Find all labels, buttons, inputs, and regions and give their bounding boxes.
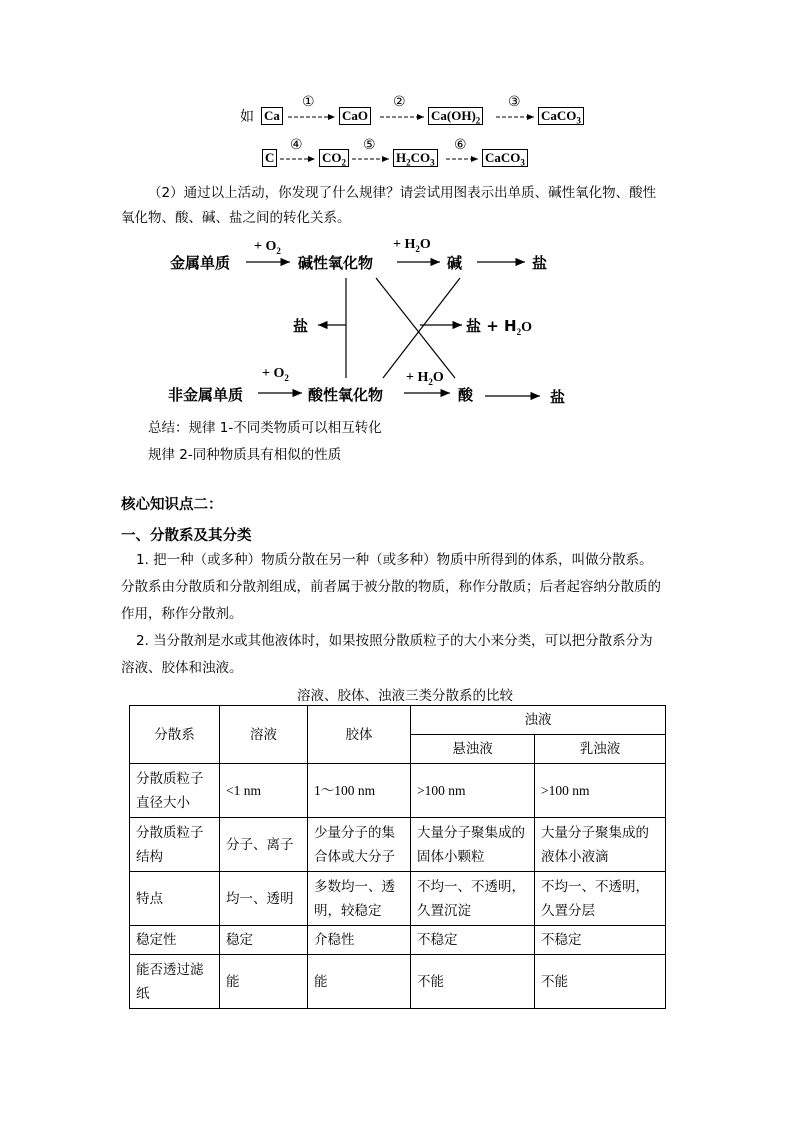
step-1-label: ① — [302, 94, 315, 110]
line-basic-oxide-to-acid — [376, 278, 455, 378]
node-acid-oxide: 酸性氧化物 — [308, 386, 384, 404]
paragraph-1-line-1: 1. 把一种（或多种）物质分散在另一种（或多种）物质中所得到的体系，叫做分散系。 — [136, 552, 653, 568]
header-colloid: 胶体 — [308, 706, 411, 764]
step-3-label: ③ — [508, 94, 521, 110]
paragraph-1-line-3: 作用，称作分散剂。 — [121, 606, 243, 622]
summary-rule-1: 总结：规律 1-不同类物质可以相互转化 — [148, 420, 382, 436]
cell-suspension: 不能 — [411, 955, 535, 1009]
compound-c: C — [262, 149, 277, 167]
comparison-table — [129, 705, 666, 1009]
compound-cao: CaO — [339, 107, 371, 125]
diagram-lines — [0, 230, 794, 410]
table-caption: 溶液、胶体、浊液三类分散系的比较 — [297, 688, 513, 704]
label-plus-h2o-top: + $H_2O$ — [393, 237, 431, 254]
compound-caco3-2: CaCO$_3$ — [482, 149, 528, 167]
step-4-label: ④ — [290, 137, 303, 153]
cell-suspension: 不稳定 — [411, 926, 535, 955]
node-nonmetal: 非金属单质 — [168, 386, 244, 404]
cell-colloid: 少量分子的集合体或大分子 — [308, 818, 411, 872]
cell-solution: 分子、离子 — [220, 818, 308, 872]
compound-caoh2: $Ca(OH)_2$ — [428, 107, 483, 125]
node-salt-bottom: 盐 — [550, 388, 566, 406]
section-heading: 核心知识点二： — [121, 497, 223, 513]
node-metal: 金属单质 — [170, 254, 231, 272]
cell-emulsion: 不均一、不透明，久置分层 — [535, 872, 666, 926]
table-row — [130, 818, 666, 872]
cell-colloid: 能 — [308, 955, 411, 1009]
header-solution: 溶液 — [220, 706, 308, 764]
table-header-row — [130, 706, 666, 735]
compound-ca: Ca — [261, 107, 283, 125]
table-row — [130, 764, 666, 818]
row-label: 分散质粒子直径大小 — [130, 764, 220, 818]
header-system: 分散系 — [130, 706, 220, 764]
header-emulsion: 乳浊液 — [535, 735, 666, 764]
table-row — [130, 872, 666, 926]
compound-caco3: CaCO$_3$ — [538, 107, 584, 125]
cell-emulsion: 不能 — [535, 955, 666, 1009]
cell-colloid: 1～100 nm — [308, 764, 411, 818]
paragraph-2-line-2: 溶液、胶体和浊液。 — [121, 660, 243, 676]
cell-suspension: 大量分子聚集成的固体小颗粒 — [411, 818, 535, 872]
label-plus-h2o-bottom: + $H_2O$ — [406, 370, 444, 387]
row-label: 稳定性 — [130, 926, 220, 955]
cell-emulsion: >100 nm — [535, 764, 666, 818]
node-base: 碱 — [447, 254, 463, 272]
chain-prefix: 如 — [240, 109, 254, 125]
line-base-to-acid-oxide — [383, 278, 460, 378]
step-5-label: ⑤ — [363, 137, 376, 153]
cell-solution: 能 — [220, 955, 308, 1009]
node-acid: 酸 — [458, 386, 474, 404]
cell-solution: <1 nm — [220, 764, 308, 818]
table-row — [130, 926, 666, 955]
cell-emulsion: 不稳定 — [535, 926, 666, 955]
cell-colloid: 多数均一、透明，较稳定 — [308, 872, 411, 926]
cell-solution: 稳定 — [220, 926, 308, 955]
paragraph-1-line-2: 分散系由分散质和分散剂组成，前者属于被分散的物质，称作分散质；后者起容纳分散质的 — [121, 579, 661, 595]
section-subheading: 一、分散系及其分类 — [121, 528, 252, 544]
cell-emulsion: 大量分子聚集成的液体小液滴 — [535, 818, 666, 872]
header-suspension: 悬浊液 — [411, 735, 535, 764]
chain-arrows — [0, 0, 794, 200]
paragraph-2-line-1: 2. 当分散剂是水或其他液体时，如果按照分散质粒子的大小来分类，可以把分散系分为 — [136, 633, 653, 649]
step-2-label: ② — [393, 94, 406, 110]
step-6-label: ⑥ — [454, 137, 467, 153]
cell-suspension: 不均一、不透明，久置沉淀 — [411, 872, 535, 926]
cell-solution: 均一、透明 — [220, 872, 308, 926]
node-salt-water: 盐 + $H_2O$ — [466, 317, 532, 337]
node-salt-left: 盐 — [293, 317, 309, 335]
cell-colloid: 介稳性 — [308, 926, 411, 955]
summary-rule-2: 规律 2-同种物质具有相似的性质 — [148, 447, 342, 463]
compound-co2: $CO_2$ — [319, 149, 349, 167]
question-line-2: 氧化物、酸、碱、盐之间的转化关系。 — [121, 210, 351, 226]
row-label: 能否透过滤纸 — [130, 955, 220, 1009]
label-plus-o2-top: + $O_2$ — [254, 239, 281, 256]
row-label: 分散质粒子结构 — [130, 818, 220, 872]
question-line-1: （2）通过以上活动，你发现了什么规律？请尝试用图表示出单质、碱性氧化物、酸性 — [148, 185, 657, 201]
label-plus-o2-bottom: + $O_2$ — [262, 366, 289, 383]
header-turbid: 浊液 — [411, 706, 666, 735]
compound-h2co3: $H_2CO_3$ — [393, 149, 438, 167]
node-salt-top: 盐 — [532, 254, 548, 272]
cell-suspension: >100 nm — [411, 764, 535, 818]
row-label: 特点 — [130, 872, 220, 926]
node-basic-oxide: 碱性氧化物 — [298, 254, 374, 272]
table-row — [130, 955, 666, 1009]
